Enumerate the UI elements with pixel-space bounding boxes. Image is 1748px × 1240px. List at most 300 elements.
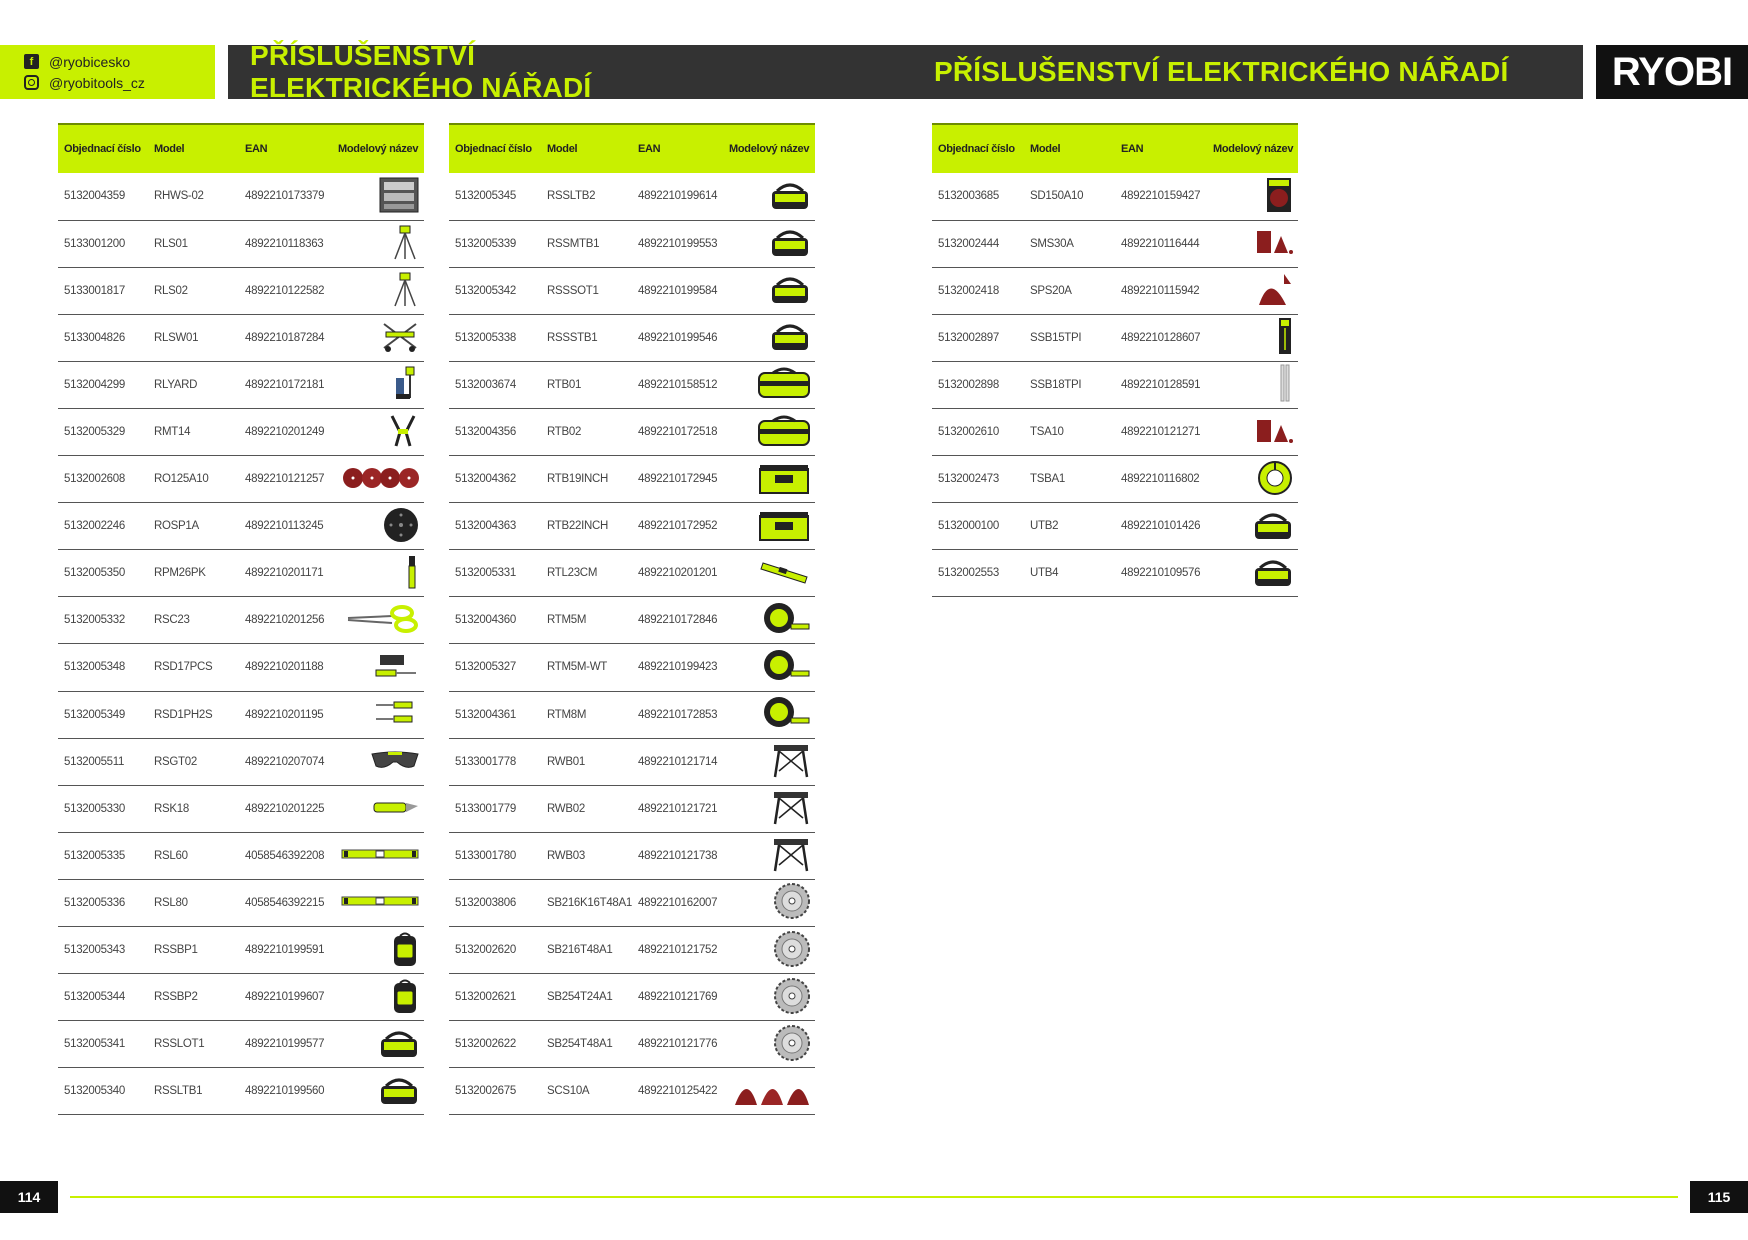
delta-sheet-icon bbox=[1256, 270, 1294, 311]
order-number: 5132005329 bbox=[58, 408, 148, 455]
ean-code: 4892210172518 bbox=[632, 408, 723, 455]
table-row bbox=[932, 503, 1298, 550]
table-row bbox=[58, 314, 424, 361]
table-row bbox=[449, 879, 815, 926]
tool-bag-icon bbox=[1252, 507, 1294, 546]
knife-icon bbox=[370, 797, 420, 820]
model-code: RHWS-02 bbox=[148, 173, 239, 220]
ean-code: 4892210128607 bbox=[1115, 314, 1207, 361]
table-row bbox=[58, 785, 424, 832]
product-image-cell bbox=[332, 456, 424, 503]
backpack-icon bbox=[390, 977, 420, 1018]
product-image-cell bbox=[332, 974, 424, 1021]
ean-code: 4892210121721 bbox=[632, 785, 723, 832]
table-row bbox=[932, 456, 1298, 503]
ean-code: 4892210101426 bbox=[1115, 503, 1207, 550]
order-number: 5132002473 bbox=[932, 456, 1024, 503]
table-row bbox=[449, 1021, 815, 1068]
order-number: 5132004361 bbox=[449, 691, 541, 738]
logo-text: RYOBI bbox=[1611, 49, 1733, 94]
product-image-cell bbox=[332, 644, 424, 691]
duffel-bag-icon bbox=[757, 365, 811, 404]
ean-code: 4892210121714 bbox=[632, 738, 723, 785]
product-image-cell bbox=[723, 267, 815, 314]
model-code: SMS30A bbox=[1024, 220, 1115, 267]
footer-divider bbox=[70, 1196, 1678, 1198]
scissors-icon bbox=[344, 604, 420, 637]
model-code: RMT14 bbox=[148, 408, 239, 455]
ean-code: 4892210201201 bbox=[632, 550, 723, 597]
workbench-icon bbox=[771, 741, 811, 782]
table-row bbox=[58, 644, 424, 691]
ean-code: 4892210121738 bbox=[632, 832, 723, 879]
ean-code: 4892210115942 bbox=[1115, 267, 1207, 314]
table-row bbox=[449, 220, 815, 267]
table-header-row bbox=[449, 124, 815, 173]
order-number: 5132004356 bbox=[449, 408, 541, 455]
ean-code: 4892210199560 bbox=[239, 1068, 332, 1115]
sanding-discs-icon bbox=[342, 463, 420, 496]
product-image-cell bbox=[723, 503, 815, 550]
table-row bbox=[58, 597, 424, 644]
model-code: RSSSTB1 bbox=[541, 314, 632, 361]
col-model: Model bbox=[148, 124, 239, 173]
tool-bag-icon bbox=[769, 271, 811, 310]
ean-code: 4892210121769 bbox=[632, 974, 723, 1021]
ean-code: 4892210201188 bbox=[239, 644, 332, 691]
table-row bbox=[449, 927, 815, 974]
marker-icon bbox=[404, 553, 420, 594]
table-row bbox=[449, 361, 815, 408]
model-code: RWB02 bbox=[541, 785, 632, 832]
tool-bag-icon bbox=[769, 177, 811, 216]
model-code: RTB22INCH bbox=[541, 503, 632, 550]
ean-code: 4892210128591 bbox=[1115, 361, 1207, 408]
order-number: 5133001780 bbox=[449, 832, 541, 879]
order-number: 5132002620 bbox=[449, 927, 541, 974]
table-header-row bbox=[58, 124, 424, 173]
model-code: SSB18TPI bbox=[1024, 361, 1115, 408]
model-code: TSA10 bbox=[1024, 408, 1115, 455]
table-row bbox=[58, 503, 424, 550]
toolbox-icon bbox=[757, 459, 811, 500]
order-number: 5132002622 bbox=[449, 1021, 541, 1068]
social-links bbox=[0, 45, 215, 99]
table-row bbox=[58, 220, 424, 267]
ean-code: 4892210199553 bbox=[632, 220, 723, 267]
product-image-cell bbox=[723, 314, 815, 361]
order-number: 5132003685 bbox=[932, 173, 1024, 220]
ean-code: 4892210116444 bbox=[1115, 220, 1207, 267]
table-row bbox=[449, 974, 815, 1021]
ean-code: 4892210172181 bbox=[239, 361, 332, 408]
facebook-icon: f bbox=[24, 54, 39, 69]
table-row bbox=[449, 173, 815, 220]
product-image-cell bbox=[723, 173, 815, 220]
table-row bbox=[449, 691, 815, 738]
col-ean: EAN bbox=[1115, 124, 1207, 173]
ean-code: 4892210187284 bbox=[239, 314, 332, 361]
ean-code: 4892210121271 bbox=[1115, 408, 1207, 455]
tool-bag-icon bbox=[378, 1025, 420, 1064]
order-number: 5133001200 bbox=[58, 220, 148, 267]
order-number: 5132004359 bbox=[58, 173, 148, 220]
screwdriver-set-icon bbox=[372, 651, 420, 684]
ean-code: 4892210201171 bbox=[239, 550, 332, 597]
product-image-cell bbox=[723, 927, 815, 974]
order-number: 5133004826 bbox=[58, 314, 148, 361]
instagram-icon bbox=[24, 75, 39, 90]
shelf-icon bbox=[378, 176, 420, 217]
order-number: 5132005345 bbox=[449, 173, 541, 220]
ean-code: 4892210172952 bbox=[632, 503, 723, 550]
order-number: 5132004363 bbox=[449, 503, 541, 550]
model-code: SB254T24A1 bbox=[541, 974, 632, 1021]
screwdrivers-icon bbox=[372, 698, 420, 731]
model-code: RSL80 bbox=[148, 879, 239, 926]
table-row bbox=[449, 738, 815, 785]
table-row bbox=[449, 644, 815, 691]
model-code: RSSBP1 bbox=[148, 927, 239, 974]
product-image-cell bbox=[1207, 408, 1298, 455]
table-row bbox=[58, 738, 424, 785]
tripod-icon bbox=[390, 223, 420, 264]
product-image-cell bbox=[723, 597, 815, 644]
product-image-cell bbox=[723, 832, 815, 879]
order-number: 5132002897 bbox=[932, 314, 1024, 361]
product-image-cell bbox=[332, 503, 424, 550]
order-number: 5132002610 bbox=[932, 408, 1024, 455]
ean-code: 4892210172853 bbox=[632, 691, 723, 738]
order-number: 5132005349 bbox=[58, 691, 148, 738]
product-image-cell bbox=[723, 691, 815, 738]
product-image-cell bbox=[723, 456, 815, 503]
multitool-icon bbox=[386, 412, 420, 453]
model-code: RSSMTB1 bbox=[541, 220, 632, 267]
ryobi-logo bbox=[1596, 45, 1748, 99]
ean-code: 4892210201256 bbox=[239, 597, 332, 644]
product-image-cell bbox=[332, 738, 424, 785]
product-table-3 bbox=[932, 123, 1298, 597]
saw-blade-pack-icon bbox=[1276, 316, 1294, 359]
product-image-cell bbox=[723, 1021, 815, 1068]
table-row bbox=[449, 267, 815, 314]
col-order-number: Objednací číslo bbox=[58, 124, 148, 173]
torpedo-level-icon bbox=[759, 557, 811, 590]
level-icon bbox=[340, 894, 420, 911]
order-number: 5132005342 bbox=[449, 267, 541, 314]
ean-code: 4892210199607 bbox=[239, 974, 332, 1021]
order-number: 5132005336 bbox=[58, 879, 148, 926]
model-code: SB254T48A1 bbox=[541, 1021, 632, 1068]
product-image-cell bbox=[723, 1068, 815, 1115]
table-row bbox=[58, 267, 424, 314]
product-image-cell bbox=[332, 879, 424, 926]
table-row bbox=[58, 1068, 424, 1115]
ean-code: 4892210199584 bbox=[632, 267, 723, 314]
ean-code: 4892210199614 bbox=[632, 173, 723, 220]
product-image-cell bbox=[332, 267, 424, 314]
table-row bbox=[58, 408, 424, 455]
product-image-cell bbox=[332, 550, 424, 597]
product-image-cell bbox=[723, 974, 815, 1021]
product-image-cell bbox=[332, 361, 424, 408]
sanding-sheets-icon bbox=[1254, 417, 1294, 448]
saw-blade-icon bbox=[773, 930, 811, 971]
social-facebook[interactable] bbox=[24, 51, 215, 72]
order-number: 5132005331 bbox=[449, 550, 541, 597]
product-image-cell bbox=[1207, 220, 1298, 267]
product-image-cell bbox=[723, 550, 815, 597]
model-code: RTL23CM bbox=[541, 550, 632, 597]
model-code: RTB19INCH bbox=[541, 456, 632, 503]
model-code: SSB15TPI bbox=[1024, 314, 1115, 361]
model-code: RLYARD bbox=[148, 361, 239, 408]
table-row bbox=[449, 314, 815, 361]
model-code: RSC23 bbox=[148, 597, 239, 644]
blade-strips-icon bbox=[1276, 363, 1294, 406]
model-code: UTB4 bbox=[1024, 550, 1115, 597]
title-right-text: PŘÍSLUŠENSTVÍ ELEKTRICKÉHO NÁŘADÍ bbox=[934, 56, 1509, 87]
ean-code: 4892210199423 bbox=[632, 644, 723, 691]
order-number: 5132005327 bbox=[449, 644, 541, 691]
product-image-cell bbox=[723, 220, 815, 267]
product-image-cell bbox=[1207, 314, 1298, 361]
model-code: RSSLOT1 bbox=[148, 1021, 239, 1068]
model-code: SB216K16T48A1 bbox=[541, 879, 632, 926]
saw-blade-icon bbox=[773, 882, 811, 923]
table-row bbox=[58, 361, 424, 408]
model-code: RLS02 bbox=[148, 267, 239, 314]
ean-code: 4892210201225 bbox=[239, 785, 332, 832]
order-number: 5133001779 bbox=[449, 785, 541, 832]
product-image-cell bbox=[332, 597, 424, 644]
table-row bbox=[449, 597, 815, 644]
model-code: SB216T48A1 bbox=[541, 927, 632, 974]
product-image-cell bbox=[332, 832, 424, 879]
table-row bbox=[449, 456, 815, 503]
table-row bbox=[58, 974, 424, 1021]
col-order-number: Objednací číslo bbox=[449, 124, 541, 173]
product-image-cell bbox=[723, 879, 815, 926]
glasses-icon bbox=[370, 748, 420, 775]
order-number: 5132003674 bbox=[449, 361, 541, 408]
product-image-cell bbox=[1207, 267, 1298, 314]
sanding-disc-pack-icon bbox=[1264, 176, 1294, 217]
page-number-right: 115 bbox=[1690, 1181, 1748, 1213]
model-code: RSSBP2 bbox=[148, 974, 239, 1021]
order-number: 5132003806 bbox=[449, 879, 541, 926]
col-order-number: Objednací číslo bbox=[932, 124, 1024, 173]
facebook-handle: @ryobicesko bbox=[49, 53, 131, 70]
model-code: RSSLTB1 bbox=[148, 1068, 239, 1115]
model-code: RSSLTB2 bbox=[541, 173, 632, 220]
tool-bag-icon bbox=[1252, 554, 1294, 593]
table-row bbox=[932, 220, 1298, 267]
table-row bbox=[449, 1068, 815, 1115]
ean-code: 4892210207074 bbox=[239, 738, 332, 785]
product-image-cell bbox=[723, 408, 815, 455]
ean-code: 4892210162007 bbox=[632, 879, 723, 926]
order-number: 5132002898 bbox=[932, 361, 1024, 408]
product-image-cell bbox=[332, 1068, 424, 1115]
page-number-left: 114 bbox=[0, 1181, 58, 1213]
model-code: RSL60 bbox=[148, 832, 239, 879]
tape-measure-icon bbox=[761, 694, 811, 735]
order-number: 5132005340 bbox=[58, 1068, 148, 1115]
table-row bbox=[58, 1021, 424, 1068]
order-number: 5132005335 bbox=[58, 832, 148, 879]
order-number: 5132002246 bbox=[58, 503, 148, 550]
table-row bbox=[58, 927, 424, 974]
ean-code: 4892210121752 bbox=[632, 927, 723, 974]
social-instagram[interactable] bbox=[24, 72, 215, 93]
delta-sanding-sheets-icon bbox=[733, 1073, 811, 1110]
ean-code: 4892210201195 bbox=[239, 691, 332, 738]
ean-code: 4892210172846 bbox=[632, 597, 723, 644]
table-row bbox=[58, 691, 424, 738]
table-row bbox=[449, 785, 815, 832]
table-row bbox=[449, 503, 815, 550]
product-image-cell bbox=[1207, 173, 1298, 220]
table-row bbox=[932, 267, 1298, 314]
model-code: UTB2 bbox=[1024, 503, 1115, 550]
product-image-cell bbox=[723, 644, 815, 691]
col-model-name: Modelový název bbox=[332, 124, 424, 173]
toolbox-icon bbox=[757, 506, 811, 547]
order-number: 5132005332 bbox=[58, 597, 148, 644]
product-image-cell bbox=[332, 927, 424, 974]
model-code: RLSW01 bbox=[148, 314, 239, 361]
model-code: RSD17PCS bbox=[148, 644, 239, 691]
model-code: ROSP1A bbox=[148, 503, 239, 550]
model-code: RSD1PH2S bbox=[148, 691, 239, 738]
table-row bbox=[449, 408, 815, 455]
stand-icon bbox=[380, 318, 420, 357]
order-number: 5132004299 bbox=[58, 361, 148, 408]
col-model: Model bbox=[541, 124, 632, 173]
product-image-cell bbox=[332, 691, 424, 738]
order-number: 5132005343 bbox=[58, 927, 148, 974]
model-code: RTM8M bbox=[541, 691, 632, 738]
col-ean: EAN bbox=[632, 124, 723, 173]
product-image-cell bbox=[723, 785, 815, 832]
tape-measure-icon bbox=[761, 600, 811, 641]
ean-code: 4892210159427 bbox=[1115, 173, 1207, 220]
table-row bbox=[58, 173, 424, 220]
ean-code: 4892210201249 bbox=[239, 408, 332, 455]
product-image-cell bbox=[1207, 550, 1298, 597]
order-number: 5132005350 bbox=[58, 550, 148, 597]
order-number: 5132005348 bbox=[58, 644, 148, 691]
col-model-name: Modelový název bbox=[723, 124, 815, 173]
page-title-left bbox=[228, 40, 694, 103]
product-image-cell bbox=[1207, 503, 1298, 550]
table-row bbox=[58, 456, 424, 503]
model-code: SPS20A bbox=[1024, 267, 1115, 314]
saw-blade-icon bbox=[773, 1024, 811, 1065]
order-number: 5133001778 bbox=[449, 738, 541, 785]
product-image-cell bbox=[1207, 456, 1298, 503]
order-number: 5132005330 bbox=[58, 785, 148, 832]
table-row bbox=[932, 173, 1298, 220]
ean-code: 4892210118363 bbox=[239, 220, 332, 267]
backpack-icon bbox=[390, 930, 420, 971]
order-number: 5132002418 bbox=[932, 267, 1024, 314]
ean-code: 4892210125422 bbox=[632, 1068, 723, 1115]
table-row bbox=[932, 314, 1298, 361]
product-image-cell bbox=[723, 738, 815, 785]
table-row bbox=[449, 832, 815, 879]
ean-code: 4892210116802 bbox=[1115, 456, 1207, 503]
ean-code: 4892210199546 bbox=[632, 314, 723, 361]
order-number: 5132004360 bbox=[449, 597, 541, 644]
product-image-cell bbox=[723, 361, 815, 408]
model-code: RWB01 bbox=[541, 738, 632, 785]
order-number: 5132004362 bbox=[449, 456, 541, 503]
model-code: RTM5M-WT bbox=[541, 644, 632, 691]
ean-code: 4892210109576 bbox=[1115, 550, 1207, 597]
table-row bbox=[932, 361, 1298, 408]
product-image-cell bbox=[332, 220, 424, 267]
table-row bbox=[58, 832, 424, 879]
order-number: 5132002621 bbox=[449, 974, 541, 1021]
product-table-1 bbox=[58, 123, 424, 1115]
product-image-cell bbox=[332, 173, 424, 220]
ean-code: 4892210172945 bbox=[632, 456, 723, 503]
product-image-cell bbox=[332, 785, 424, 832]
table-row bbox=[58, 879, 424, 926]
ean-code: 4058546392208 bbox=[239, 832, 332, 879]
workbench-icon bbox=[771, 835, 811, 876]
model-code: SD150A10 bbox=[1024, 173, 1115, 220]
product-table-2 bbox=[449, 123, 815, 1115]
tool-bag-icon bbox=[769, 224, 811, 263]
product-image-cell bbox=[332, 408, 424, 455]
order-number: 5132002608 bbox=[58, 456, 148, 503]
instagram-handle: @ryobitools_cz bbox=[49, 74, 145, 91]
tool-bag-icon bbox=[378, 1072, 420, 1111]
product-image-cell bbox=[1207, 361, 1298, 408]
order-number: 5132005338 bbox=[449, 314, 541, 361]
sanding-sheets-icon bbox=[1254, 228, 1294, 259]
order-number: 5132002553 bbox=[932, 550, 1024, 597]
model-code: RO125A10 bbox=[148, 456, 239, 503]
sanding-pad-icon bbox=[382, 506, 420, 547]
model-code: TSBA1 bbox=[1024, 456, 1115, 503]
saw-blade-icon bbox=[773, 977, 811, 1018]
model-code: RLS01 bbox=[148, 220, 239, 267]
order-number: 5132002675 bbox=[449, 1068, 541, 1115]
order-number: 5132000100 bbox=[932, 503, 1024, 550]
ean-code: 4892210199577 bbox=[239, 1021, 332, 1068]
table-row bbox=[932, 408, 1298, 455]
ean-code: 4892210121776 bbox=[632, 1021, 723, 1068]
model-code: RSGT02 bbox=[148, 738, 239, 785]
table-header-row bbox=[932, 124, 1298, 173]
col-model-name: Modelový název bbox=[1207, 124, 1298, 173]
duffel-bag-icon bbox=[757, 413, 811, 452]
order-number: 5132005344 bbox=[58, 974, 148, 1021]
product-image-cell bbox=[332, 314, 424, 361]
order-number: 5133001817 bbox=[58, 267, 148, 314]
tripod-icon bbox=[390, 270, 420, 311]
product-image-cell bbox=[332, 1021, 424, 1068]
tape-measure-icon bbox=[761, 647, 811, 688]
ean-code: 4892210158512 bbox=[632, 361, 723, 408]
model-code: RTB01 bbox=[541, 361, 632, 408]
ean-code: 4892210199591 bbox=[239, 927, 332, 974]
